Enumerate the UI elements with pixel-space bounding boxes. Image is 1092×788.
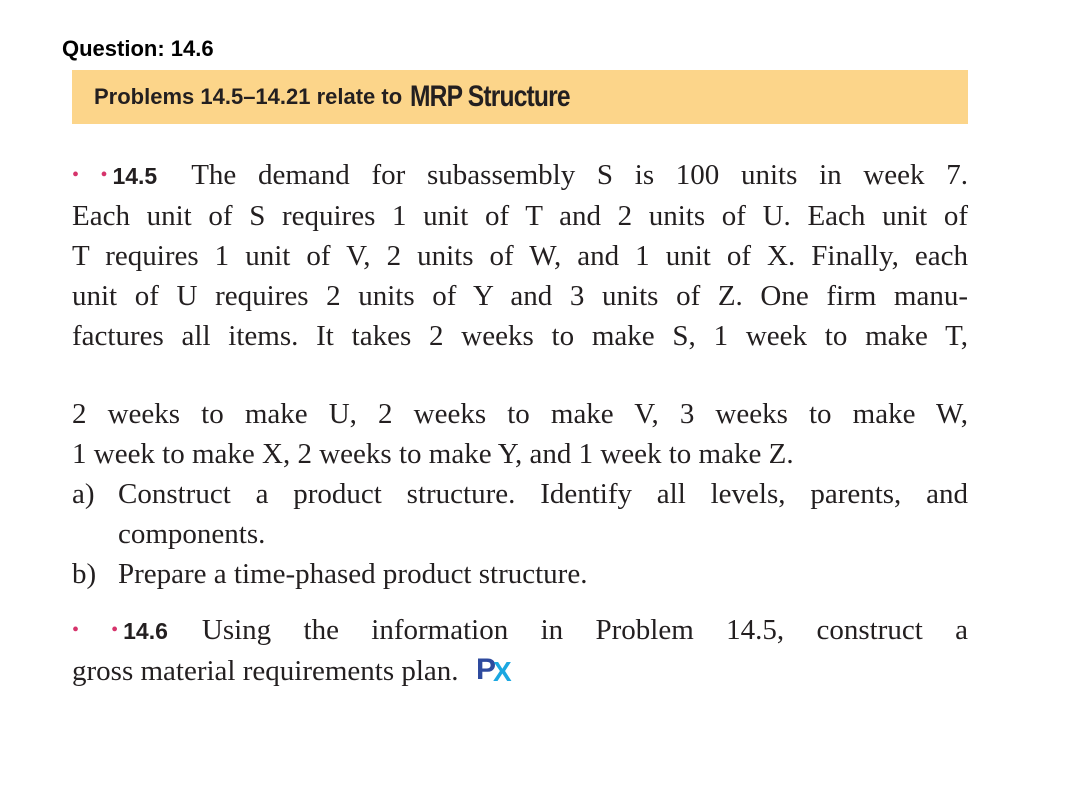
px-icon	[476, 654, 524, 695]
problem-14-5-line-4: unit of U requires 2 units of Y and 3 units of Z. One firm manu-	[72, 280, 968, 312]
part-b	[72, 554, 968, 594]
problem-text: gross material requirements plan.	[72, 655, 459, 687]
svg-text:P: P	[475, 654, 496, 684]
part-b-text: Prepare a time-phased product structure.	[118, 558, 588, 590]
problem-14-5-continued	[72, 394, 968, 594]
problem-14-5	[72, 155, 968, 356]
part-b-label: b)	[72, 558, 97, 590]
problem-14-6	[72, 610, 968, 695]
svg-text:X: X	[492, 656, 512, 684]
problem-14-5-line-1	[72, 155, 968, 196]
banner-prefix: Problems 14.5–14.21 relate to	[94, 84, 403, 109]
section-banner	[72, 70, 968, 124]
difficulty-dots: • •	[72, 619, 120, 641]
part-a-line-1: Construct a product structure. Identify all levels, parents, and	[118, 478, 968, 510]
problem-14-6-line-1	[72, 610, 968, 651]
part-a-label: a)	[72, 478, 95, 510]
problem-text: Using the information in Problem 14.5, construct a	[201, 614, 968, 646]
problem-number: 14.6	[123, 618, 168, 644]
problem-text: The demand for subassembly S is 100 units in week 7.	[191, 159, 968, 191]
continued-line-1: 2 weeks to make U, 2 weeks to make V, 3 weeks to make W,	[72, 398, 968, 430]
problem-14-5-line-3: T requires 1 unit of V, 2 units of W, and 1 unit of X. Finally, each	[72, 240, 968, 272]
problem-14-6-line-2	[72, 651, 968, 695]
part-a	[72, 474, 968, 554]
problem-14-5-line-2: Each unit of S requires 1 unit of T and 2 units of U. Each unit of	[72, 200, 968, 232]
banner-topic: MRP Structure	[410, 80, 570, 113]
problem-14-5-line-5: factures all items. It takes 2 weeks to make S, 1 week to make T,	[72, 320, 968, 352]
difficulty-dots: • •	[72, 164, 109, 186]
question-title: Question: 14.6	[62, 36, 214, 61]
part-a-line-2: components.	[118, 518, 266, 550]
problem-number: 14.5	[112, 163, 158, 189]
continued-line-2: 1 week to make X, 2 weeks to make Y, and 1 week to make Z.	[72, 438, 794, 470]
